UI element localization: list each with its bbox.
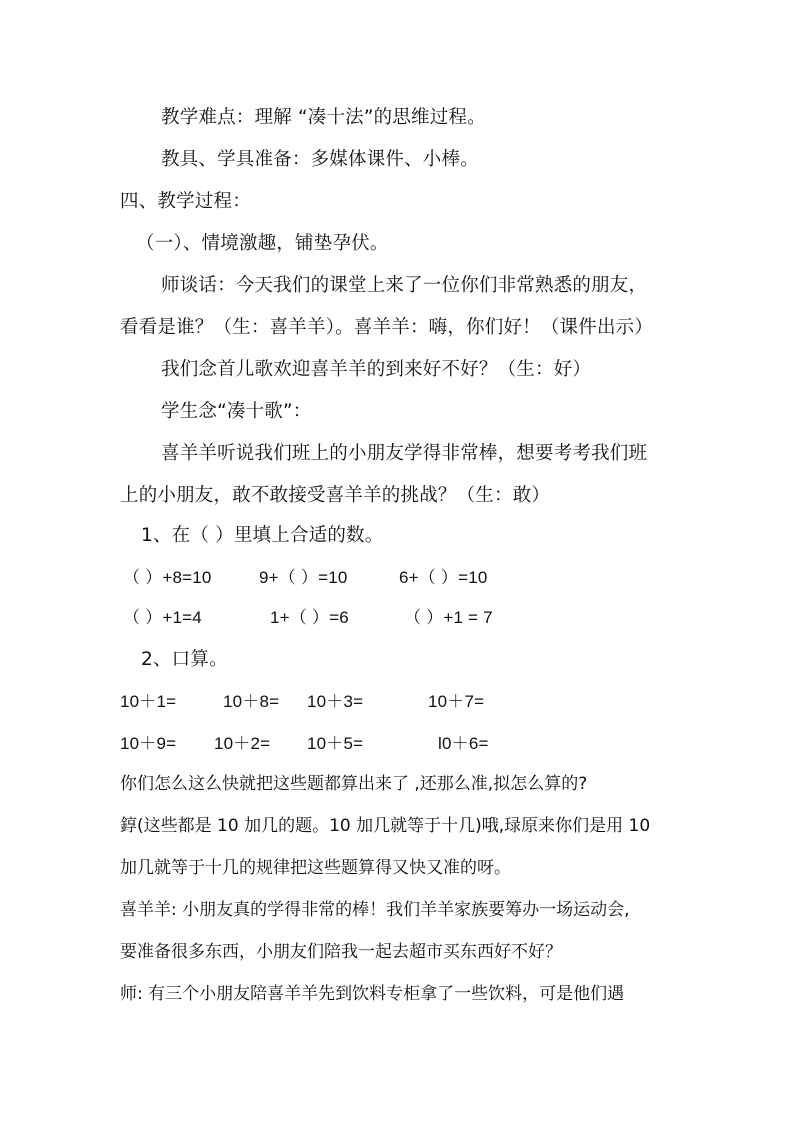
paragraph-line: 我们念首儿歌欢迎喜羊羊的到来好不好？（生：好） [161,359,592,380]
exercise-title: 2、口算。 [141,649,228,670]
fill-blank-item: 9+（ ）=10 [259,568,348,587]
fill-blank-item: （ ）+1=4 [123,608,202,627]
fill-blank-item: （ ）+8=10 [123,568,212,587]
oral-item: 10＋8= [223,692,280,711]
paragraph-line: 教学难点：理解 “凑十法”的思维过程。 [161,107,486,128]
oral-item: 10＋2= [214,734,271,753]
paragraph-line: 教具、学具准备：多媒体课件、小棒。 [161,149,479,170]
oral-item: 10＋3= [307,692,364,711]
paragraph-line: 你们怎么这么快就把这些题都算出来了 ,还那么准,拟怎么算的? [120,774,588,794]
paragraph-line: 师谈话：今天我们的课堂上来了一位你们非常熟悉的朋友， [161,275,648,296]
fill-blank-item: 1+（ ）=6 [270,608,349,627]
fill-blank-item: （ ）+1 = 7 [404,608,493,627]
oral-item: 10＋7= [428,692,485,711]
paragraph-line: 錞(这些都是 10 加几的题。10 加几就等于十几)哦,琭原来你们是用 10 [120,816,651,836]
exercise-title: 1、在（ ）里填上合适的数。 [141,525,384,546]
paragraph-line: 喜羊羊: 小朋友真的学得非常的棒！我们羊羊家族要筹办一场运动会, [120,900,630,920]
paragraph-line: 加几就等于十几的规律把这些题算得又快又准的呀。 [120,858,511,878]
paragraph-line: 学生念“凑十歌”： [161,401,312,422]
paragraph-line: 师: 有三个小朋友陪喜羊羊先到饮料专柜拿了一些饮料，可是他们遇 [120,984,625,1004]
oral-item: 10＋1= [120,692,177,711]
paragraph-line: 要准备很多东西，小朋友们陪我一起去超市买东西好不好？ [120,942,562,962]
paragraph-line: 上的小朋友，敢不敢接受喜羊羊的挑战？（生：敢） [120,485,551,506]
paragraph-line: 喜羊羊听说我们班上的小朋友学得非常棒，想要考考我们班 [161,443,648,464]
paragraph-line: 看看是谁？（生：喜羊羊）。喜羊羊：嗨，你们好！（课件出示） [120,317,654,338]
subsection-heading: （一）、情境激趣，铺垫孕伏。 [136,233,389,254]
section-heading: 四、教学过程： [120,191,251,212]
oral-item: 10＋5= [307,734,364,753]
oral-item: 10＋9= [120,734,177,753]
oral-item: l0＋6= [438,734,489,753]
fill-blank-item: 6+（ ）=10 [399,568,488,587]
